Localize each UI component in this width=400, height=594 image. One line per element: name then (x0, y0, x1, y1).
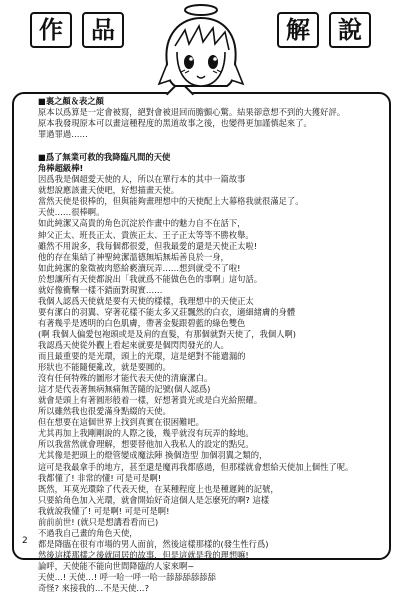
text-line: 我都懂了! 非常的懂! 可是可是啊! (38, 472, 162, 483)
text-line: 我就說我懂了! 可是啊! 可是可是啊! (38, 505, 170, 516)
header-char: 品 (91, 16, 115, 44)
text-line: 這可是我最拿手的地方，甚至還是魔再我都感過，但那樣就會想給天使加上個性了呢。 (38, 461, 354, 472)
chibi-angel-illustration (145, 0, 255, 110)
text-line: 然後這樣那樣之後就同居的故事，但是這就是我的理想嘛! (38, 549, 249, 560)
text-line: 既然，耳莫光環除了代表天使，在某種程度上也是種遲鈍的記號， (38, 483, 279, 494)
text-line: 於想讓所有天使都說出「我就爲不能做色色的事啊」這句話。 (38, 273, 263, 284)
commentary-text (38, 96, 378, 594)
text-line: 如此純潔的象徵被肉慾給褻瀆玩弄……想到就受不了啦! (38, 262, 241, 273)
text-line: 沒有任何特殊的圖形才能代表天使的清廉潔白。 (38, 373, 213, 384)
text-line: 因爲我是個超愛天使的人，所以在單行本的其中一篇故事 (38, 174, 246, 185)
header-char: 說 (338, 16, 362, 44)
text-line: 就好像衝擊一樣不錯面對現實…… (38, 284, 163, 295)
text-line: 他的存在集結了神聖純潔溫德無垢無垢善良於一身， (38, 251, 229, 262)
header-char: 解 (286, 16, 310, 44)
text-line: 都是降臨在很有市場的男人面前，然後這樣那樣的(發生性行爲) (38, 538, 269, 549)
text-line: 而且最重要的是光環，頭上的光環，這是絕對不能遺漏的 (38, 351, 246, 362)
text-line: 尤其像是把頭上的燈管變成魔法陣 換個造型 加個羽翼之類的， (38, 450, 268, 461)
text-line: 尤其再加上我剛剛說的人際之後，幾乎就沒有玩弄的餘地。 (38, 428, 254, 439)
text-line: 有著幾乎是透明的白色肌膚，帶著金髮跟碧藍的綠色雙色 (38, 317, 246, 328)
section-title: ■裏之顏＆表之顏 (38, 96, 104, 106)
text-line: 天使…! 天使…! 呼一哈一呼一哈一舔舔舔舔舔舔 (38, 571, 216, 582)
text-line: 我認爲天使從外觀上看起來就要是個閃閃發光的人。 (38, 339, 229, 350)
text-line: 原本我發現原本可以畫這種程度的黑道故事之後，也變得更加謹慎起來了。 (38, 118, 312, 129)
text-line: 角棒超級棒! (38, 163, 84, 174)
text-line: 只要給角色加入光環，就會開始好奇這個人是怎麼死的啊? 這樣 (38, 494, 270, 505)
text-line: 這才是代表著無病無痛無苦隨的記號(個人認爲) (38, 384, 211, 395)
header-char-box (329, 12, 371, 48)
header-char-box (82, 12, 124, 48)
text-line: 雖然不用說多，我每個都很愛，但我最愛的還是天使正太啦! (38, 240, 258, 251)
text-line: 奇怪? 來接我的…不是天使…? (38, 583, 150, 594)
text-line: 罪過罪過…… (38, 129, 88, 140)
header-char: 作 (39, 16, 63, 44)
text-line: 前前前世! (就只是想講看看而已) (38, 516, 159, 527)
text-line: 所以我當然就會理解，想要替他加入我私人的設定的點兒。 (38, 439, 254, 450)
header-char-box (30, 12, 72, 48)
text-line: 原本以爲算是一定會被寫，絕對會被退回而膽顫心驚。結果卻意想不到的大獲好評。 (38, 107, 345, 118)
text-line: 就想說應該畫天使吧，好想描畫天使。 (38, 185, 180, 196)
text-line: 如此純潔又高貴的角色沉淀於作畫中的魅力自不在話下， (38, 218, 246, 229)
text-line: 紳父正太、班長正太、貴族正太、王子正太等等不勝枚舉。 (38, 229, 254, 240)
text-line: 但在想要在這個世界上找到真實在很困難吧。 (38, 417, 204, 428)
text-line: 要有潔白的羽翼、穿著花樣不能太多又莊飄然的白衣，適細緒膚的身體 (38, 306, 296, 317)
text-line: 就會是頭上有著圓形般着一樣，好想著貴光或是白光給照耀。 (38, 395, 263, 406)
text-line: 天使……很棒啊。 (38, 207, 105, 218)
header-char-box (277, 12, 319, 48)
text-line: 所以雖然我也很愛滿身點綴的天使。 (38, 406, 171, 417)
text-line: 形狀也不能隨便亂改，就是要圓的。 (38, 362, 171, 373)
text-line: (啊 我個人偏愛包袍頭或是及肩的直髮，有那個就對天使了，我個人啊) (38, 328, 297, 339)
text-line: 我個人認爲天使就是要有天使的樣樣，我理想中的天使正太 (38, 295, 254, 306)
page-number: 2 (22, 536, 28, 546)
text-line: 不過我自己畫的角色天使， (38, 527, 138, 538)
section-title: ■爲了無業可救的我降臨凡間的天使 (38, 152, 171, 163)
text-line: 論呼，天使能不能向世間降臨的人家來啊~ (38, 560, 195, 571)
text-line: 當然天使是很棒的，但與能夠畫理想中的天使配上大幕格我就很滿足了。 (38, 196, 304, 207)
